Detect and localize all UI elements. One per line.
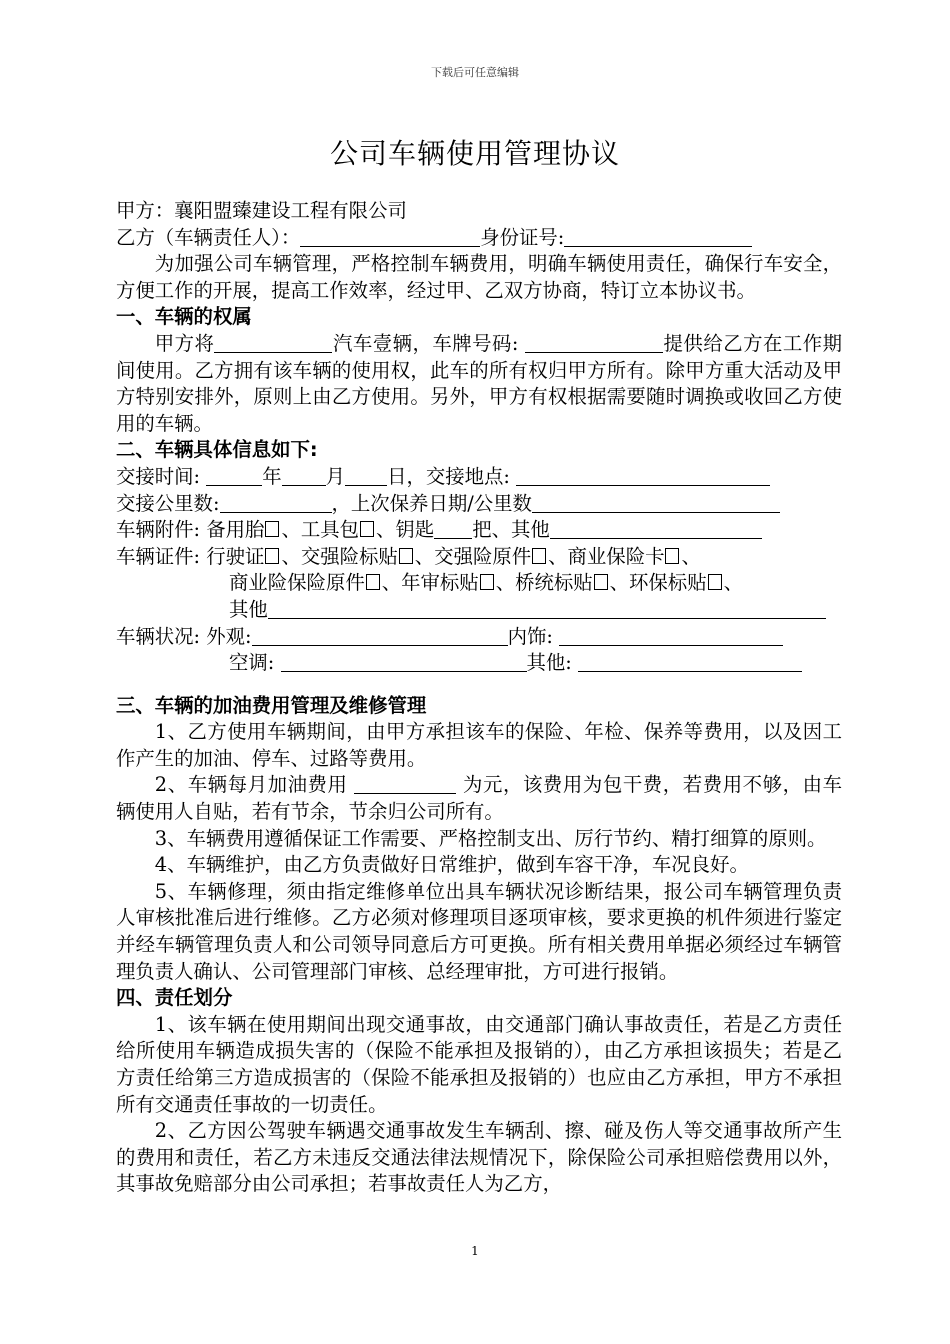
- party-b-line: [116, 225, 842, 252]
- fuel-fee-text: 为元，该费用为包干费，若费用不够，由车辆使用人自贴，若有节余，节余归公司所有。: [116, 773, 842, 824]
- party-b-blank[interactable]: [300, 226, 480, 247]
- handover-time-line: [116, 464, 842, 491]
- page-header: 下载后可任意编辑: [431, 66, 519, 79]
- license-checkbox[interactable]: [265, 548, 279, 564]
- acc-tool-label: 、工具包: [281, 518, 360, 542]
- toolkit-checkbox[interactable]: [360, 521, 374, 537]
- doc-license-label: 行驶证: [206, 544, 265, 568]
- annual-sticker-checkbox[interactable]: [480, 574, 494, 590]
- last-maintenance-label: ，上次保养日期/公里数: [331, 491, 532, 515]
- interior-blank[interactable]: [559, 625, 783, 646]
- s3-paragraph-2: [116, 772, 842, 825]
- doc-commercial-original-label: 商业险保险原件: [229, 571, 365, 595]
- last-maintenance-blank[interactable]: [532, 492, 780, 513]
- section-1-heading: 一、车辆的权属: [116, 305, 252, 329]
- fuel-fee-blank[interactable]: [354, 773, 456, 794]
- mileage-label: 交接公里数:: [116, 491, 220, 515]
- commercial-card-checkbox[interactable]: [665, 548, 679, 564]
- handover-place-blank[interactable]: [516, 465, 770, 486]
- doc-compulsory-original-label: 、交强险原件: [414, 544, 532, 568]
- year-blank[interactable]: [206, 465, 262, 486]
- year-label: 年: [262, 464, 282, 488]
- s1-text-2: 汽车壹辆，车牌号码:: [332, 331, 519, 355]
- condition-other-blank[interactable]: [578, 651, 802, 672]
- plate-number-blank[interactable]: [525, 332, 663, 353]
- id-blank[interactable]: [564, 226, 752, 247]
- env-sticker-checkbox[interactable]: [708, 574, 722, 590]
- day-blank[interactable]: [345, 465, 387, 486]
- s4-paragraph-2: 2、乙方因公驾驶车辆遇交通事故发生车辆刮、擦、碰及伤人等交通事故所产生的费用和责任，若乙方未违反交通法律法规情况下，除保险公司承担赔偿费用以外，其事故免赔部分由公司承担；若事故责任人为乙方，: [116, 1119, 842, 1196]
- condition-other-label: 其他:: [526, 651, 572, 675]
- condition-line: [116, 624, 842, 651]
- month-blank[interactable]: [282, 465, 326, 486]
- accessories-line: [116, 517, 842, 544]
- fuel-fee-label: 2、车辆每月加油费用: [154, 773, 348, 797]
- condition-line-2: [116, 650, 842, 677]
- acc-other-blank[interactable]: [550, 518, 762, 539]
- compulsory-original-checkbox[interactable]: [532, 548, 546, 564]
- id-label: 身份证号:: [480, 225, 565, 249]
- mileage-blank[interactable]: [220, 492, 332, 513]
- condition-label: 车辆状况:: [116, 624, 201, 648]
- doc-bridge-sticker-label: 、桥统标贴: [495, 571, 593, 595]
- vehicle-model-blank[interactable]: [214, 332, 332, 353]
- s3-paragraph-5: 5、车辆修理，须由指定维修单位出具车辆状况诊断结果，报公司车辆管理负责人审核批准后进行维修。乙方必须对修理项目逐项审核，要求更换的机件须进行鉴定并经车辆管理负责人和公司领导同意后方可更换。所有相关费用单据必须经过车辆管理负责人确认、公司管理部门审核、总经理审批，方可进行报销。: [116, 879, 842, 983]
- accessories-label: 车辆附件:: [116, 518, 201, 542]
- party-a: 甲方：襄阳盟臻建设工程有限公司: [116, 199, 407, 222]
- acc-other-label: 把、其他: [472, 518, 550, 542]
- s3-paragraph-1: 1、乙方使用车辆期间，由甲方承担该车的保险、年检、保养等费用，以及因工作产生的加油、停车、过路等费用。: [116, 720, 842, 770]
- page-number: 1: [471, 1244, 479, 1258]
- party-b-label: 乙方（车辆责任人）：: [116, 225, 301, 249]
- doc-sep-2: 、: [723, 571, 743, 595]
- spare-tire-checkbox[interactable]: [265, 521, 279, 537]
- documents-line: [116, 544, 842, 571]
- section-2-heading: 二、车辆具体信息如下:: [116, 438, 318, 462]
- s1-text-1: 甲方将: [154, 331, 215, 355]
- section-4-heading: 四、责任划分: [116, 986, 233, 1010]
- handover-place-label: 日，交接地点:: [387, 464, 510, 488]
- ac-blank[interactable]: [281, 651, 527, 672]
- exterior-blank[interactable]: [252, 625, 508, 646]
- document-title: 公司车辆使用管理协议: [329, 137, 620, 170]
- section-3-heading: 三、车辆的加油费用管理及维修管理: [116, 693, 427, 717]
- interior-label: 内饰:: [507, 624, 553, 648]
- doc-annual-sticker-label: 、年审标贴: [381, 571, 479, 595]
- spacer: [116, 677, 842, 693]
- doc-commercial-card-label: 、商业保险卡: [548, 544, 665, 568]
- documents-label: 车辆证件:: [116, 544, 201, 568]
- intro-paragraph: 为加强公司车辆管理，严格控制车辆费用，明确车辆使用责任，确保行车安全，方便工作的开展，提高工作效率，经过甲、乙双方协商，特订立本协议书。: [116, 252, 842, 302]
- doc-other-blank[interactable]: [268, 598, 826, 619]
- s1-text-rest: 在工作期间使用。乙方拥有该车辆的使用权，此车的所有权归甲方所有。除甲方重大活动及甲方特别安排外，原则上由乙方使用。另外，甲方有权根据需要随时调换或收回乙方使用的车辆。: [116, 331, 843, 435]
- s1-text-3: 提供给乙方: [663, 331, 763, 355]
- s4-paragraph-1: 1、该车辆在使用期间出现交通事故，由交通部门确认事故责任，若是乙方责任给所使用车辆造成损失害的（保险不能承担及报销的），由乙方承担该损失；若是乙方责任给第三方造成损害的（保险不能承担及报销的）也应由乙方承担，甲方不承担所有交通责任事故的一切责任。: [116, 1012, 842, 1116]
- document-body: [116, 198, 842, 1198]
- handover-time-label: 交接时间:: [116, 464, 201, 488]
- section-1-paragraph: [116, 331, 842, 437]
- doc-sep-1: 、: [681, 544, 701, 568]
- key-count-blank[interactable]: [434, 518, 472, 539]
- acc-key-label: 、钥匙: [376, 518, 435, 542]
- bridge-sticker-checkbox[interactable]: [594, 574, 608, 590]
- month-label: 月: [325, 464, 346, 488]
- exterior-label: 外观:: [206, 624, 252, 648]
- compulsory-sticker-checkbox[interactable]: [399, 548, 413, 564]
- acc-spare-label: 备用胎: [206, 518, 265, 542]
- ac-label: 空调:: [229, 651, 275, 675]
- s3-paragraph-4: 4、车辆维护，由乙方负责做好日常维护，做到车容干净，车况良好。: [154, 853, 749, 877]
- documents-line-3: [116, 597, 842, 624]
- doc-compulsory-sticker-label: 、交强险标贴: [281, 544, 398, 568]
- doc-other-label: 其他: [229, 597, 268, 621]
- s3-paragraph-3: 3、车辆费用遵循保证工作需要、严格控制支出、厉行节约、精打细算的原则。: [154, 826, 827, 850]
- mileage-line: [116, 491, 842, 518]
- commercial-original-checkbox[interactable]: [366, 574, 380, 590]
- documents-line-2: [116, 570, 842, 597]
- doc-env-sticker-label: 、环保标贴: [609, 571, 707, 595]
